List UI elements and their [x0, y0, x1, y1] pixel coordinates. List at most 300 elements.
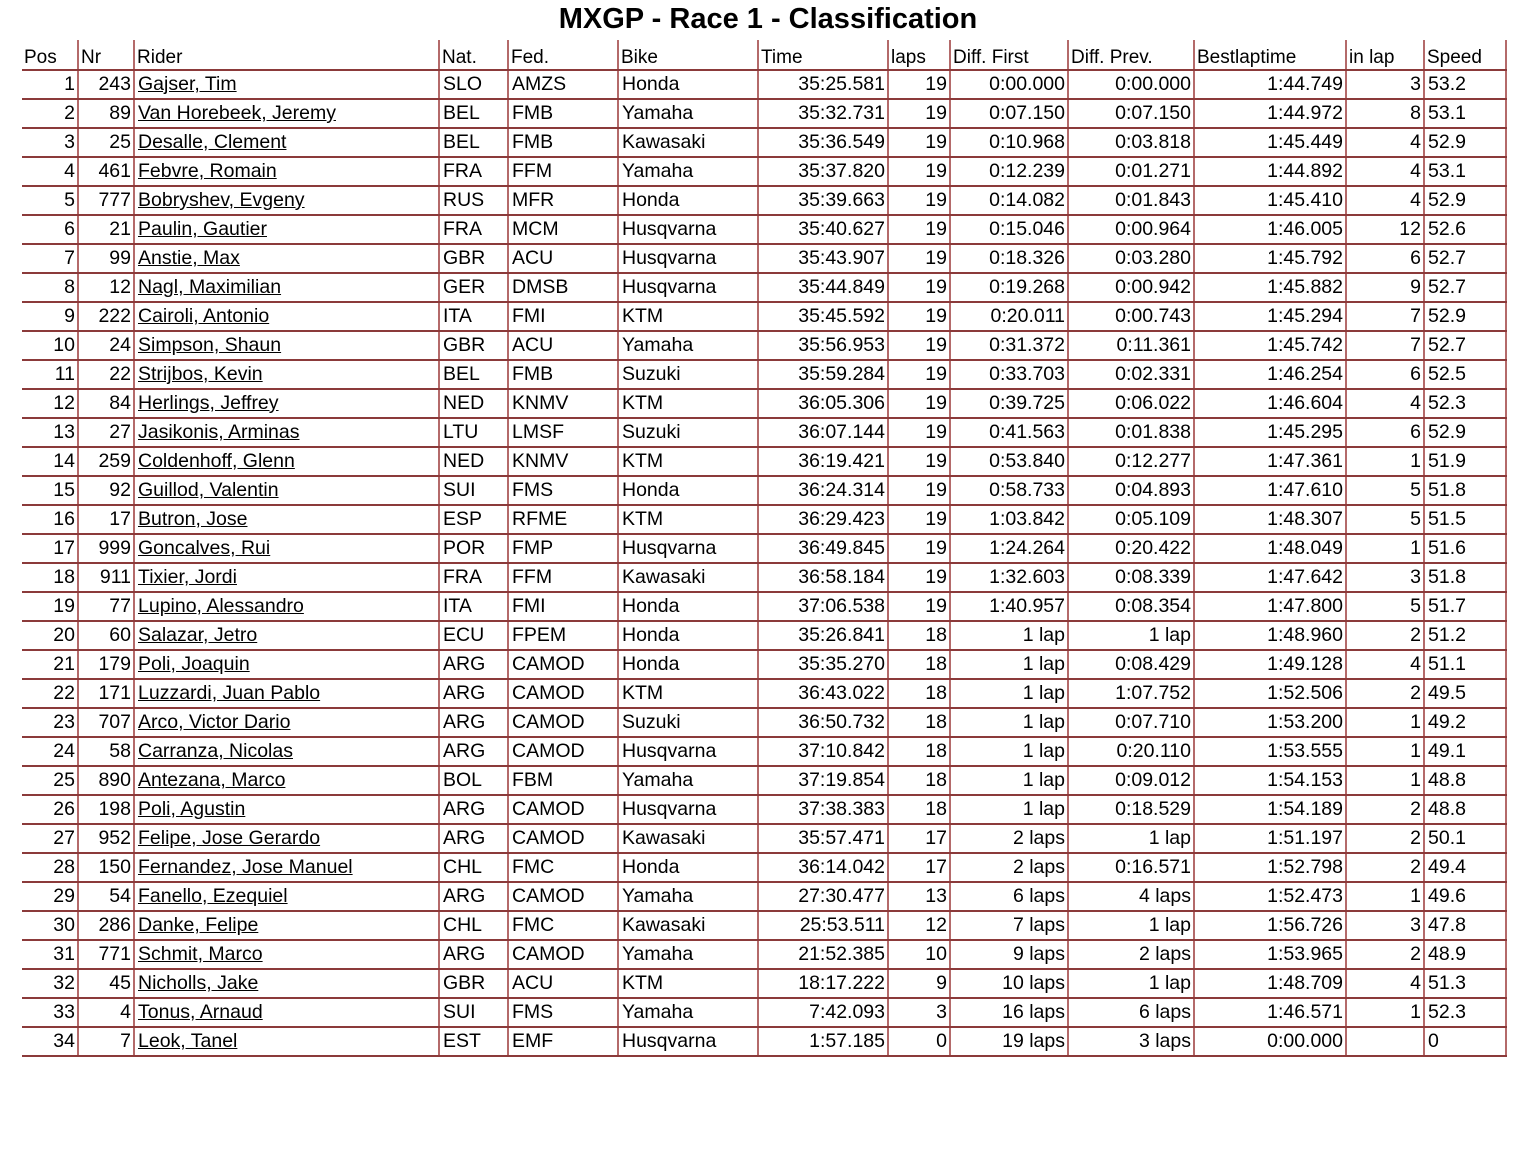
cell-diff-first: 0:33.703 [950, 360, 1068, 389]
cell-bike: KTM [618, 302, 758, 331]
cell-laps: 19 [888, 244, 950, 273]
cell-laps: 18 [888, 795, 950, 824]
rider-link[interactable]: Jasikonis, Arminas [138, 421, 300, 443]
cell-laps: 19 [888, 476, 950, 505]
cell-diff-prev: 0:00.743 [1068, 302, 1194, 331]
cell-in-lap: 4 [1346, 969, 1424, 998]
column-header-pos: Pos [22, 40, 78, 70]
cell-nat: GER [439, 273, 508, 302]
cell-laps: 19 [888, 128, 950, 157]
column-header-bike: Bike [618, 40, 758, 70]
cell-time: 35:57.471 [758, 824, 888, 853]
cell-time: 35:45.592 [758, 302, 888, 331]
cell-bike: Husqvarna [618, 1027, 758, 1056]
cell-in-lap: 6 [1346, 244, 1424, 273]
cell-diff-prev: 0:07.710 [1068, 708, 1194, 737]
cell-time: 35:25.581 [758, 70, 888, 99]
cell-nat: LTU [439, 418, 508, 447]
cell-time: 35:35.270 [758, 650, 888, 679]
cell-bike: KTM [618, 389, 758, 418]
cell-rider [134, 766, 439, 795]
cell-nat: GBR [439, 244, 508, 273]
cell-time: 37:38.383 [758, 795, 888, 824]
cell-bike: Yamaha [618, 998, 758, 1027]
cell-bike: Yamaha [618, 157, 758, 186]
table-row [22, 998, 1506, 1027]
cell-speed: 53.1 [1424, 99, 1506, 128]
cell-bike: Suzuki [618, 360, 758, 389]
cell-bike: KTM [618, 447, 758, 476]
cell-bike: Honda [618, 186, 758, 215]
cell-bestlaptime: 0:00.000 [1194, 1027, 1346, 1056]
cell-laps: 18 [888, 708, 950, 737]
cell-rider [134, 360, 439, 389]
cell-nr: 17 [78, 505, 134, 534]
cell-fed: MCM [508, 215, 618, 244]
cell-diff-prev: 0:09.012 [1068, 766, 1194, 795]
cell-speed: 52.9 [1424, 418, 1506, 447]
cell-laps: 19 [888, 563, 950, 592]
cell-pos: 31 [22, 940, 78, 969]
cell-nr: 25 [78, 128, 134, 157]
cell-speed: 52.7 [1424, 244, 1506, 273]
cell-in-lap: 9 [1346, 273, 1424, 302]
cell-bike: Husqvarna [618, 795, 758, 824]
cell-fed: FFM [508, 563, 618, 592]
cell-pos: 19 [22, 592, 78, 621]
cell-rider [134, 592, 439, 621]
cell-diff-first: 0:58.733 [950, 476, 1068, 505]
rider-link[interactable]: Van Horebeek, Jeremy [138, 102, 336, 124]
cell-speed: 0 [1424, 1027, 1506, 1056]
cell-pos: 34 [22, 1027, 78, 1056]
rider-link[interactable]: Desalle, Clement [138, 131, 287, 153]
cell-bike: Yamaha [618, 882, 758, 911]
cell-bike: Kawasaki [618, 911, 758, 940]
cell-rider [134, 795, 439, 824]
cell-diff-prev: 1 lap [1068, 824, 1194, 853]
cell-time: 37:06.538 [758, 592, 888, 621]
cell-diff-prev: 1 lap [1068, 969, 1194, 998]
cell-speed: 53.2 [1424, 70, 1506, 99]
cell-rider [134, 563, 439, 592]
rider-link[interactable]: Carranza, Nicolas [138, 740, 293, 762]
cell-nat: ARG [439, 737, 508, 766]
rider-link[interactable]: Schmit, Marco [138, 943, 263, 965]
cell-in-lap: 4 [1346, 186, 1424, 215]
table-row [22, 70, 1506, 99]
cell-bestlaptime: 1:45.449 [1194, 128, 1346, 157]
table-row [22, 795, 1506, 824]
cell-speed: 49.6 [1424, 882, 1506, 911]
cell-fed: CAMOD [508, 882, 618, 911]
rider-link[interactable]: Arco, Victor Dario [138, 711, 291, 733]
cell-nr: 54 [78, 882, 134, 911]
cell-nr: 92 [78, 476, 134, 505]
cell-bike: Kawasaki [618, 563, 758, 592]
cell-bestlaptime: 1:47.642 [1194, 563, 1346, 592]
cell-pos: 16 [22, 505, 78, 534]
cell-nat: BOL [439, 766, 508, 795]
cell-fed: ACU [508, 969, 618, 998]
table-row [22, 99, 1506, 128]
rider-link[interactable]: Fanello, Ezequiel [138, 885, 288, 907]
cell-diff-prev: 0:07.150 [1068, 99, 1194, 128]
cell-bestlaptime: 1:48.960 [1194, 621, 1346, 650]
cell-bestlaptime: 1:52.473 [1194, 882, 1346, 911]
table-row [22, 940, 1506, 969]
cell-nat: ITA [439, 302, 508, 331]
cell-diff-prev: 0:18.529 [1068, 795, 1194, 824]
cell-diff-prev: 0:01.271 [1068, 157, 1194, 186]
rider-link[interactable]: Goncalves, Rui [138, 537, 271, 559]
cell-fed: EMF [508, 1027, 618, 1056]
cell-nat: ARG [439, 708, 508, 737]
cell-bestlaptime: 1:53.555 [1194, 737, 1346, 766]
cell-in-lap: 1 [1346, 708, 1424, 737]
rider-link[interactable]: Tonus, Arnaud [138, 1001, 263, 1023]
cell-speed: 50.1 [1424, 824, 1506, 853]
cell-nr: 24 [78, 331, 134, 360]
cell-nr: 243 [78, 70, 134, 99]
cell-time: 25:53.511 [758, 911, 888, 940]
rider-link[interactable]: Paulin, Gautier [138, 218, 267, 240]
cell-time: 36:50.732 [758, 708, 888, 737]
cell-nr: 707 [78, 708, 134, 737]
cell-bike: Honda [618, 592, 758, 621]
cell-pos: 12 [22, 389, 78, 418]
cell-speed: 49.5 [1424, 679, 1506, 708]
cell-in-lap: 1 [1346, 882, 1424, 911]
cell-in-lap: 3 [1346, 563, 1424, 592]
rider-link[interactable]: Guillod, Valentin [138, 479, 279, 501]
cell-in-lap [1346, 1027, 1424, 1056]
cell-bestlaptime: 1:48.307 [1194, 505, 1346, 534]
cell-diff-first: 0:15.046 [950, 215, 1068, 244]
cell-fed: FMC [508, 911, 618, 940]
cell-bike: Husqvarna [618, 215, 758, 244]
table-row [22, 273, 1506, 302]
rider-link[interactable]: Febvre, Romain [138, 160, 277, 182]
cell-nat: ARG [439, 679, 508, 708]
cell-rider [134, 244, 439, 273]
column-header-bestlaptime: Bestlaptime [1194, 40, 1346, 70]
cell-speed: 52.9 [1424, 128, 1506, 157]
cell-bike: KTM [618, 679, 758, 708]
cell-diff-first: 1 lap [950, 766, 1068, 795]
cell-diff-first: 1 lap [950, 795, 1068, 824]
cell-fed: CAMOD [508, 940, 618, 969]
rider-link[interactable]: Simpson, Shaun [138, 334, 282, 356]
cell-time: 27:30.477 [758, 882, 888, 911]
table-row [22, 853, 1506, 882]
rider-link[interactable]: Poli, Agustin [138, 798, 246, 820]
cell-time: 37:10.842 [758, 737, 888, 766]
rider-link[interactable]: Lupino, Alessandro [138, 595, 304, 617]
cell-nr: 27 [78, 418, 134, 447]
cell-diff-first: 1:40.957 [950, 592, 1068, 621]
rider-link[interactable]: Nagl, Maximilian [138, 276, 282, 298]
cell-pos: 2 [22, 99, 78, 128]
cell-nat: CHL [439, 853, 508, 882]
cell-diff-prev: 0:20.110 [1068, 737, 1194, 766]
cell-bike: Honda [618, 621, 758, 650]
cell-fed: FFM [508, 157, 618, 186]
cell-fed: RFME [508, 505, 618, 534]
cell-laps: 19 [888, 534, 950, 563]
cell-laps: 19 [888, 302, 950, 331]
cell-bestlaptime: 1:48.049 [1194, 534, 1346, 563]
cell-laps: 19 [888, 273, 950, 302]
cell-bestlaptime: 1:52.798 [1194, 853, 1346, 882]
rider-link[interactable]: Strijbos, Kevin [138, 363, 263, 385]
cell-bike: Honda [618, 650, 758, 679]
cell-pos: 30 [22, 911, 78, 940]
cell-in-lap: 2 [1346, 940, 1424, 969]
cell-speed: 51.3 [1424, 969, 1506, 998]
cell-bestlaptime: 1:46.005 [1194, 215, 1346, 244]
column-header-nat: Nat. [439, 40, 508, 70]
cell-pos: 6 [22, 215, 78, 244]
cell-speed: 48.8 [1424, 795, 1506, 824]
rider-link[interactable]: Felipe, Jose Gerardo [138, 827, 321, 849]
cell-rider [134, 621, 439, 650]
table-row [22, 418, 1506, 447]
classification-table [22, 40, 1507, 1057]
cell-rider [134, 708, 439, 737]
cell-nr: 461 [78, 157, 134, 186]
rider-link[interactable]: Poli, Joaquin [138, 653, 250, 675]
cell-bestlaptime: 1:56.726 [1194, 911, 1346, 940]
cell-in-lap: 6 [1346, 418, 1424, 447]
cell-laps: 18 [888, 766, 950, 795]
cell-diff-first: 0:10.968 [950, 128, 1068, 157]
cell-pos: 15 [22, 476, 78, 505]
cell-time: 35:56.953 [758, 331, 888, 360]
cell-nr: 952 [78, 824, 134, 853]
rider-link[interactable]: Cairoli, Antonio [138, 305, 270, 327]
cell-time: 36:07.144 [758, 418, 888, 447]
cell-time: 35:43.907 [758, 244, 888, 273]
cell-pos: 5 [22, 186, 78, 215]
cell-bestlaptime: 1:51.197 [1194, 824, 1346, 853]
header-row [22, 40, 1506, 70]
cell-fed: ACU [508, 331, 618, 360]
cell-speed: 48.8 [1424, 766, 1506, 795]
cell-rider [134, 331, 439, 360]
table-row [22, 360, 1506, 389]
table-row [22, 969, 1506, 998]
rider-link[interactable]: Antezana, Marco [138, 769, 286, 791]
table-row [22, 215, 1506, 244]
rider-link[interactable]: Leok, Tanel [138, 1030, 238, 1052]
cell-laps: 19 [888, 186, 950, 215]
cell-diff-first: 0:39.725 [950, 389, 1068, 418]
cell-fed: FMB [508, 360, 618, 389]
rider-link[interactable]: Coldenhoff, Glenn [138, 450, 295, 472]
cell-laps: 18 [888, 679, 950, 708]
cell-pos: 26 [22, 795, 78, 824]
cell-in-lap: 1 [1346, 534, 1424, 563]
cell-diff-first: 1 lap [950, 708, 1068, 737]
rider-link[interactable]: Gajser, Tim [138, 73, 237, 95]
cell-in-lap: 1 [1346, 737, 1424, 766]
table-row [22, 186, 1506, 215]
cell-time: 35:39.663 [758, 186, 888, 215]
cell-nat: BEL [439, 128, 508, 157]
cell-laps: 19 [888, 157, 950, 186]
cell-time: 1:57.185 [758, 1027, 888, 1056]
cell-nr: 77 [78, 592, 134, 621]
rider-link[interactable]: Luzzardi, Juan Pablo [138, 682, 321, 704]
cell-bike: Yamaha [618, 766, 758, 795]
cell-diff-first: 1:24.264 [950, 534, 1068, 563]
cell-nat: SLO [439, 70, 508, 99]
cell-bestlaptime: 1:44.749 [1194, 70, 1346, 99]
table-row [22, 911, 1506, 940]
cell-rider [134, 824, 439, 853]
cell-nr: 777 [78, 186, 134, 215]
cell-diff-prev: 0:01.838 [1068, 418, 1194, 447]
cell-pos: 32 [22, 969, 78, 998]
cell-nr: 22 [78, 360, 134, 389]
cell-nat: BEL [439, 360, 508, 389]
cell-speed: 51.2 [1424, 621, 1506, 650]
cell-in-lap: 8 [1346, 99, 1424, 128]
cell-in-lap: 4 [1346, 128, 1424, 157]
cell-time: 36:49.845 [758, 534, 888, 563]
cell-fed: CAMOD [508, 708, 618, 737]
cell-speed: 48.9 [1424, 940, 1506, 969]
cell-speed: 49.2 [1424, 708, 1506, 737]
cell-diff-first: 0:53.840 [950, 447, 1068, 476]
cell-nr: 150 [78, 853, 134, 882]
cell-speed: 51.7 [1424, 592, 1506, 621]
cell-rider [134, 969, 439, 998]
cell-bestlaptime: 1:47.800 [1194, 592, 1346, 621]
cell-diff-first: 6 laps [950, 882, 1068, 911]
table-row [22, 331, 1506, 360]
cell-pos: 3 [22, 128, 78, 157]
cell-nr: 890 [78, 766, 134, 795]
cell-nr: 198 [78, 795, 134, 824]
cell-diff-first: 9 laps [950, 940, 1068, 969]
cell-fed: FPEM [508, 621, 618, 650]
cell-bike: Suzuki [618, 418, 758, 447]
cell-diff-first: 0:12.239 [950, 157, 1068, 186]
cell-speed: 51.8 [1424, 476, 1506, 505]
cell-nat: ARG [439, 882, 508, 911]
rider-link[interactable]: Anstie, Max [138, 247, 240, 269]
column-header-in-lap: in lap [1346, 40, 1424, 70]
cell-time: 36:19.421 [758, 447, 888, 476]
cell-fed: DMSB [508, 273, 618, 302]
table-row [22, 157, 1506, 186]
cell-pos: 33 [22, 998, 78, 1027]
cell-in-lap: 7 [1346, 302, 1424, 331]
cell-rider [134, 215, 439, 244]
cell-fed: MFR [508, 186, 618, 215]
cell-fed: FMS [508, 998, 618, 1027]
cell-rider [134, 418, 439, 447]
cell-rider [134, 650, 439, 679]
cell-bike: KTM [618, 969, 758, 998]
cell-laps: 18 [888, 621, 950, 650]
cell-bike: Husqvarna [618, 244, 758, 273]
cell-bestlaptime: 1:52.506 [1194, 679, 1346, 708]
column-header-rider: Rider [134, 40, 439, 70]
rider-link[interactable]: Danke, Felipe [138, 914, 259, 936]
cell-nat: POR [439, 534, 508, 563]
cell-laps: 19 [888, 331, 950, 360]
cell-time: 36:24.314 [758, 476, 888, 505]
cell-laps: 17 [888, 853, 950, 882]
table-row [22, 592, 1506, 621]
rider-link[interactable]: Herlings, Jeffrey [138, 392, 279, 414]
cell-diff-first: 1 lap [950, 679, 1068, 708]
cell-speed: 52.7 [1424, 331, 1506, 360]
cell-diff-prev: 0:20.422 [1068, 534, 1194, 563]
cell-nr: 999 [78, 534, 134, 563]
cell-nr: 179 [78, 650, 134, 679]
rider-link[interactable]: Bobryshev, Evgeny [138, 189, 305, 211]
cell-nat: ARG [439, 940, 508, 969]
table-row [22, 244, 1506, 273]
cell-time: 35:44.849 [758, 273, 888, 302]
cell-fed: FMS [508, 476, 618, 505]
table-row [22, 737, 1506, 766]
rider-link[interactable]: Nicholls, Jake [138, 972, 259, 994]
cell-nr: 259 [78, 447, 134, 476]
cell-fed: CAMOD [508, 824, 618, 853]
cell-speed: 51.6 [1424, 534, 1506, 563]
rider-link[interactable]: Tixier, Jordi [138, 566, 237, 588]
rider-link[interactable]: Fernandez, Jose Manuel [138, 856, 353, 878]
cell-diff-prev: 1 lap [1068, 621, 1194, 650]
cell-time: 35:59.284 [758, 360, 888, 389]
cell-bestlaptime: 1:46.604 [1194, 389, 1346, 418]
cell-nat: BEL [439, 99, 508, 128]
cell-diff-prev: 0:08.354 [1068, 592, 1194, 621]
rider-link[interactable]: Butron, Jose [138, 508, 248, 530]
cell-in-lap: 3 [1346, 70, 1424, 99]
cell-speed: 49.4 [1424, 853, 1506, 882]
cell-diff-prev: 1:07.752 [1068, 679, 1194, 708]
cell-in-lap: 5 [1346, 505, 1424, 534]
cell-rider [134, 476, 439, 505]
cell-speed: 52.5 [1424, 360, 1506, 389]
cell-pos: 10 [22, 331, 78, 360]
cell-diff-first: 0:14.082 [950, 186, 1068, 215]
cell-diff-prev: 0:00.000 [1068, 70, 1194, 99]
table-row [22, 650, 1506, 679]
cell-diff-prev: 2 laps [1068, 940, 1194, 969]
cell-bike: Husqvarna [618, 737, 758, 766]
rider-link[interactable]: Salazar, Jetro [138, 624, 258, 646]
cell-nat: FRA [439, 215, 508, 244]
cell-time: 36:05.306 [758, 389, 888, 418]
cell-pos: 25 [22, 766, 78, 795]
table-row [22, 824, 1506, 853]
cell-diff-prev: 0:00.942 [1068, 273, 1194, 302]
cell-rider [134, 302, 439, 331]
cell-fed: AMZS [508, 70, 618, 99]
cell-nr: 58 [78, 737, 134, 766]
cell-rider [134, 273, 439, 302]
cell-bike: Honda [618, 70, 758, 99]
cell-time: 36:29.423 [758, 505, 888, 534]
cell-bestlaptime: 1:46.254 [1194, 360, 1346, 389]
